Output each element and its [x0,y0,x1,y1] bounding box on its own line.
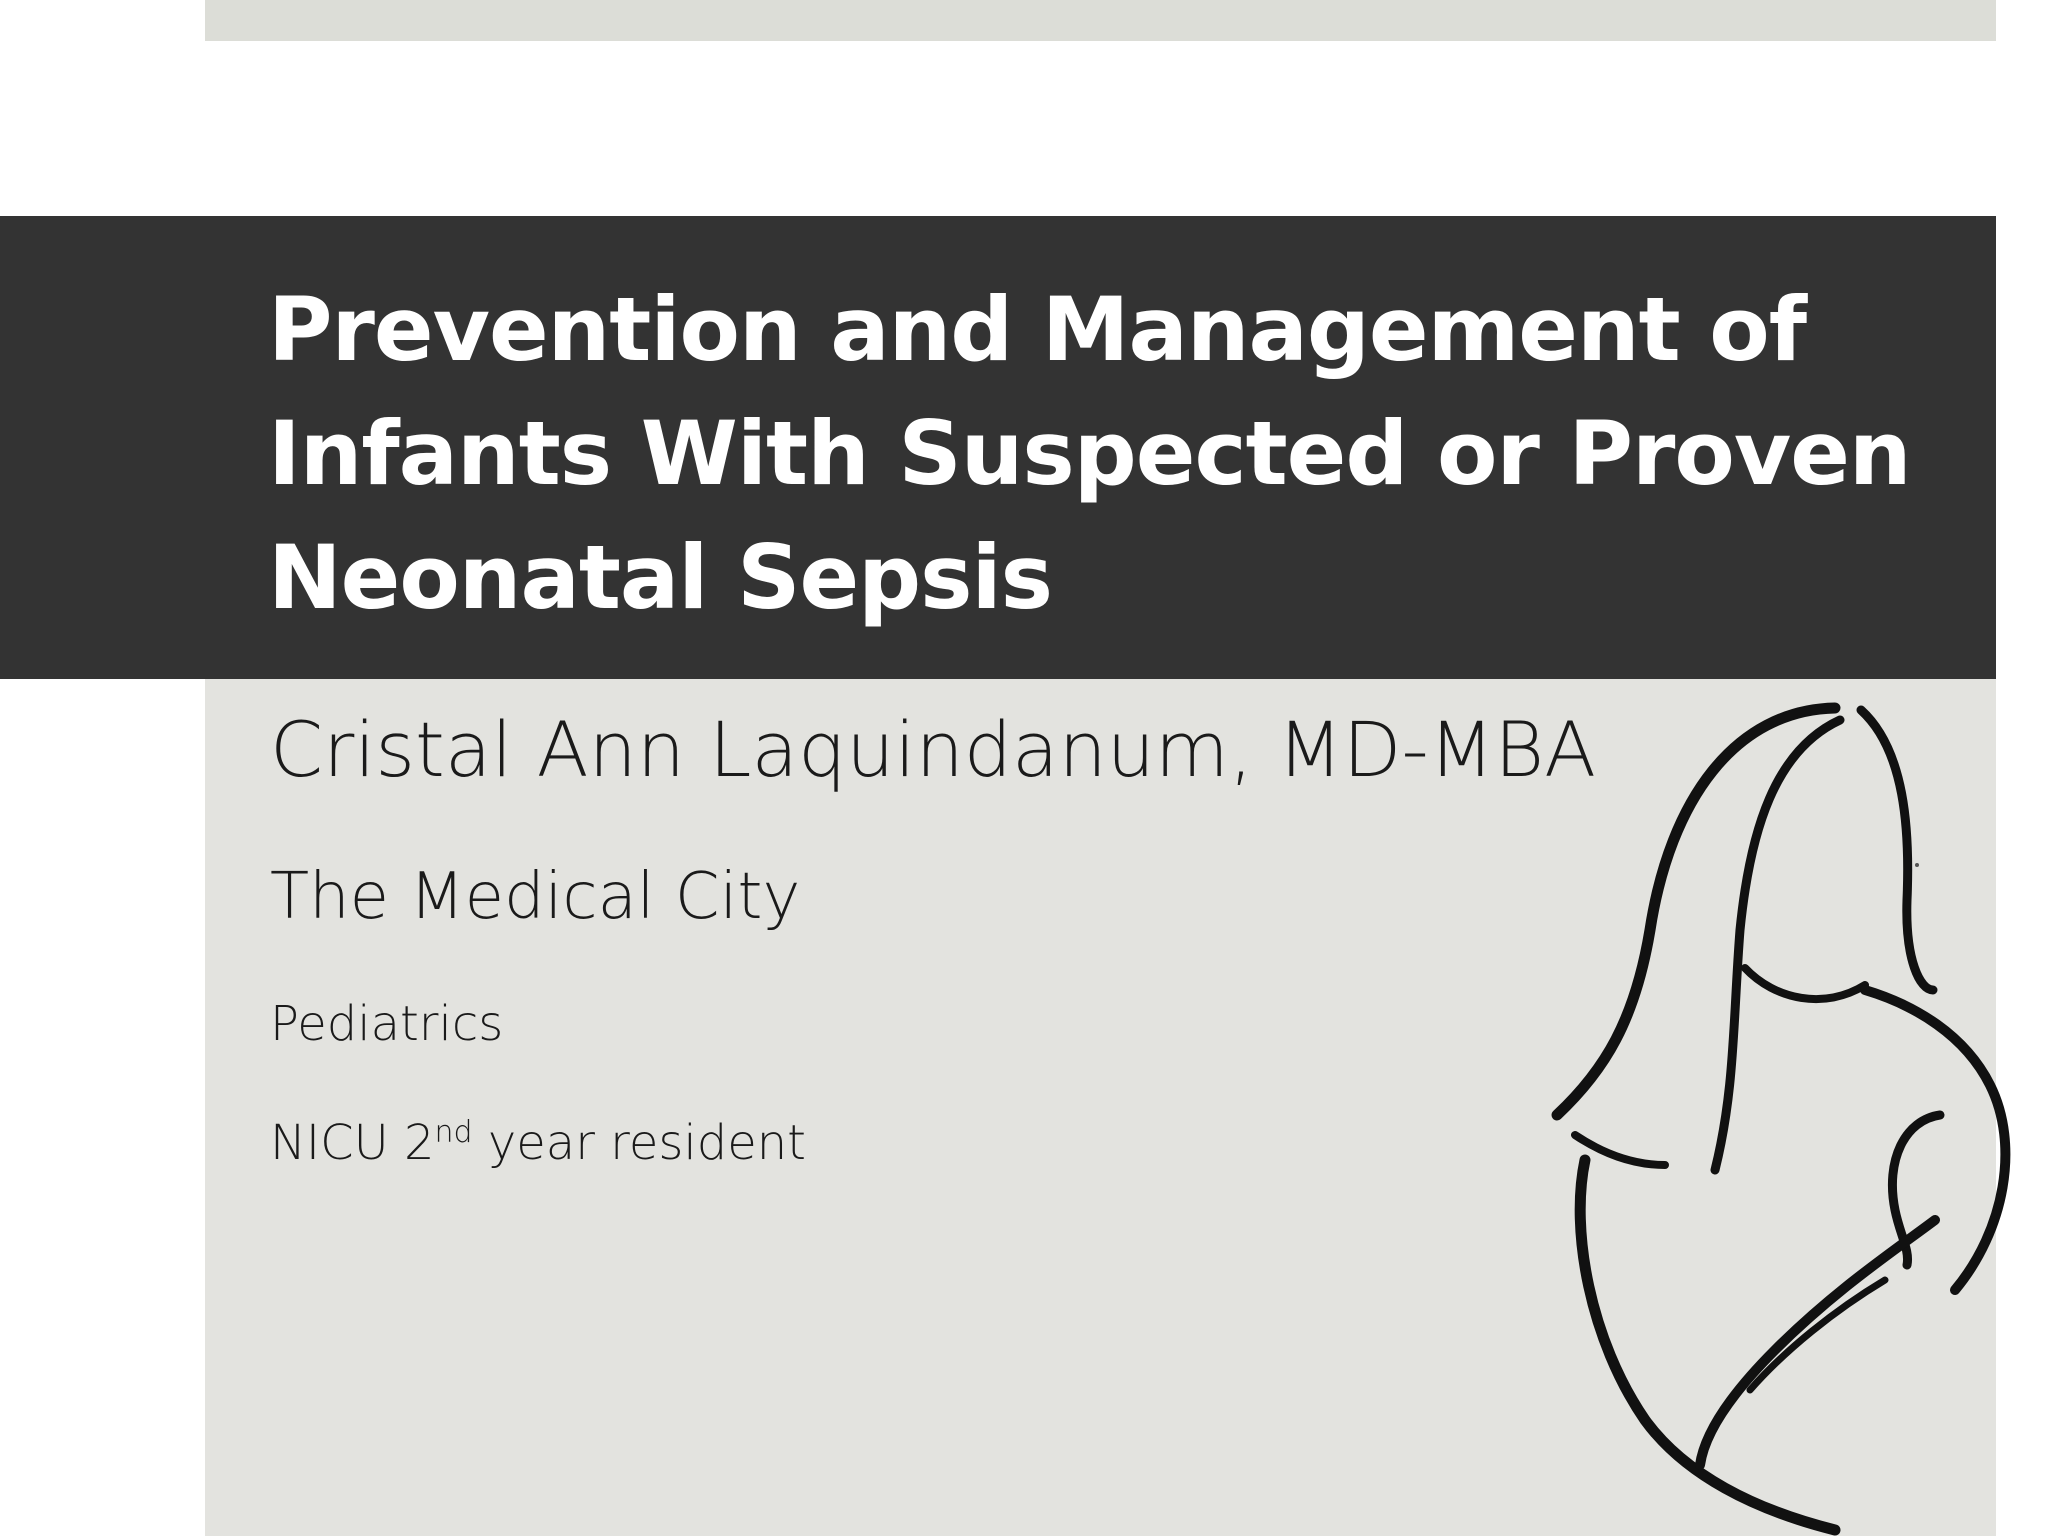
position-line [270,1112,806,1174]
position-superscript: nd [434,1115,473,1150]
institution-name: The Medical City [270,860,801,934]
department-name: Pediatrics [270,996,504,1052]
position-prefix: NICU 2 [270,1115,435,1171]
top-accent-band [205,0,1996,41]
position-suffix: year resident [472,1115,806,1171]
slide-title: Prevention and Management of Infants With Suspected or Proven Neonatal Sepsis [268,278,1911,629]
author-name: Cristal Ann Laquindanum, MD-MBA [270,705,1597,794]
mother-and-baby-icon [1535,690,2045,1536]
